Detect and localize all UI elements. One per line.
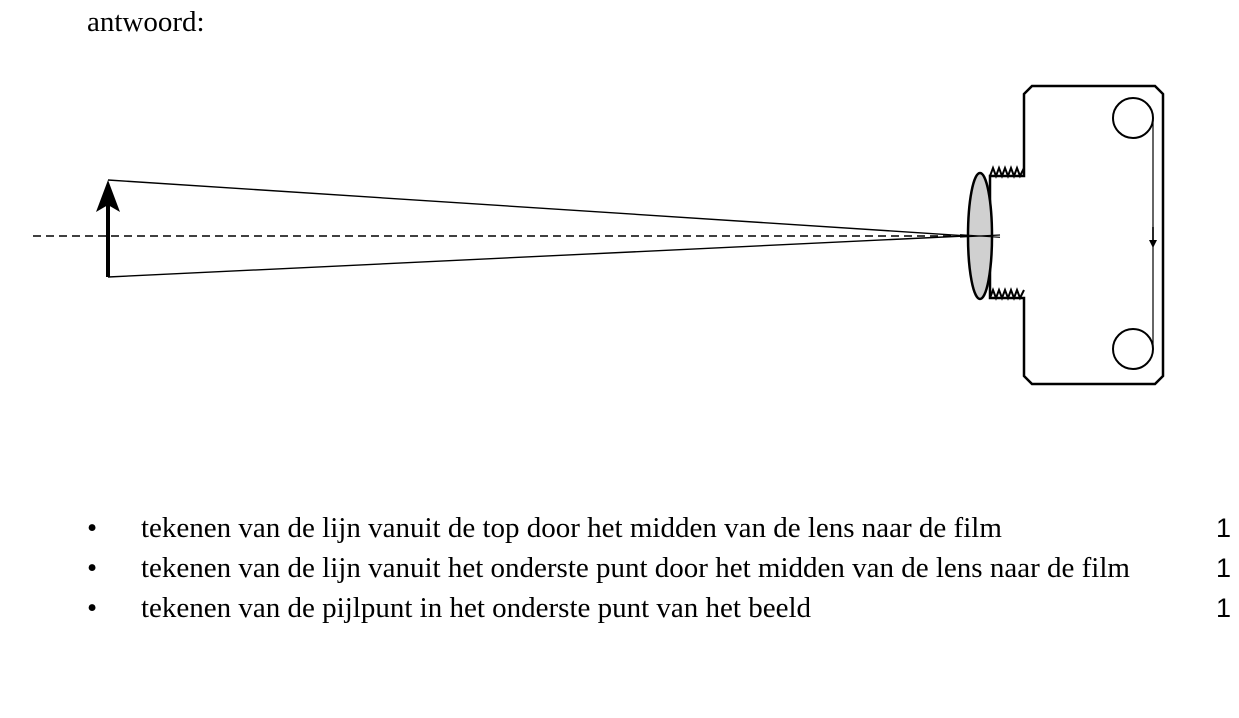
list-item xyxy=(0,548,1239,588)
lens-mount-thread-top xyxy=(990,168,1024,176)
list-item-score: 1 xyxy=(1215,593,1231,623)
bullet-icon: • xyxy=(87,552,98,584)
film-spool-top xyxy=(1113,98,1153,138)
list-item-text: tekenen van de lijn vanuit het onderste punt door het midden van de lens naar de film xyxy=(141,552,1130,584)
object-arrow xyxy=(96,180,120,277)
list-item-score: 1 xyxy=(1215,513,1231,543)
film-spool-bottom xyxy=(1113,329,1153,369)
bullet-icon: • xyxy=(87,512,98,544)
list-item-text: tekenen van de lijn vanuit de top door het midden van de lens naar de film xyxy=(141,512,1002,544)
answer-heading: antwoord: xyxy=(87,6,205,38)
scoring-list xyxy=(0,508,1239,628)
bullet-icon: • xyxy=(87,592,98,624)
list-item-text: tekenen van de pijlpunt in het onderste punt van het beeld xyxy=(141,592,812,624)
list-item xyxy=(0,508,1239,548)
list-item xyxy=(0,588,1239,628)
list-item-score: 1 xyxy=(1215,553,1231,583)
